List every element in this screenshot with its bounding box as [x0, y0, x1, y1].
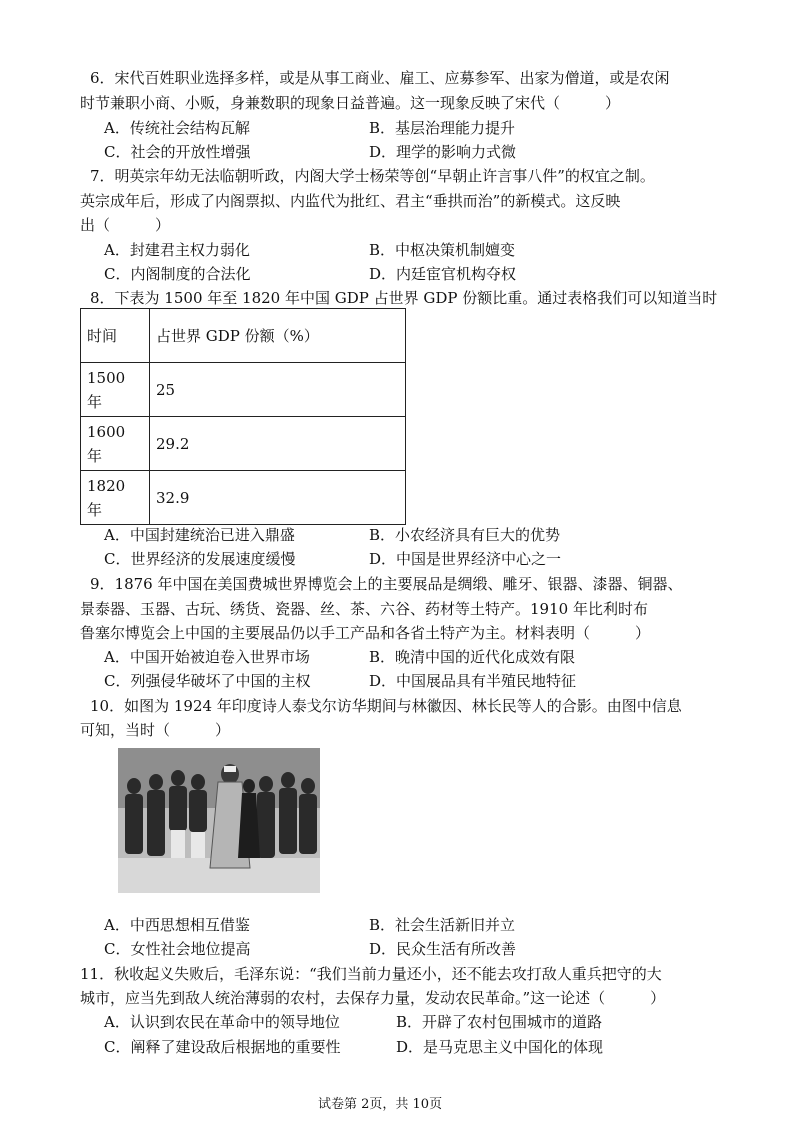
page-footer: 试卷第 2页，共 10页: [318, 1097, 443, 1112]
q6-stem-line2: 时节兼职小商、小贩，身兼数职的现象日益普遍。这一现象反映了宋代（ ）: [80, 94, 621, 112]
q9-stem-line2: 景泰器、玉器、古玩、绣货、瓷器、丝、茶、六谷、药材等土特产。1910 年比利时布: [80, 600, 648, 618]
q11-option-c: C．阐释了建设敌后根据地的重要性: [104, 1038, 341, 1056]
q7-option-b: B．中枢决策机制嬗变: [369, 241, 516, 259]
q9-option-b: B．晚清中国的近代化成效有限: [369, 648, 576, 666]
q9-option-a: A．中国开始被迫卷入世界市场: [104, 648, 310, 666]
gdp-table: [80, 308, 406, 525]
group-photo: [118, 748, 320, 893]
q8-option-d: D．中国是世界经济中心之一: [369, 550, 562, 568]
q10-option-a: A．中西思想相互借鉴: [104, 916, 250, 934]
q7-option-d: D．内廷宦官机构夺权: [369, 265, 517, 283]
q8-option-c: C．世界经济的发展速度缓慢: [104, 550, 296, 568]
group-photo-image: [118, 748, 320, 893]
q8-option-a: A．中国封建统治已进入鼎盛: [104, 526, 295, 544]
q9-option-d: D．中国展品具有半殖民地特征: [369, 672, 577, 690]
table-header-cell: 时间: [81, 309, 150, 363]
q6-option-c: C．社会的开放性增强: [104, 143, 251, 161]
q6-stem-line1: 6．宋代百姓职业选择多样，或是从事工商业、雇工、应募参军、出家为僧道，或是农闲: [90, 69, 670, 87]
table-row: [81, 417, 406, 471]
table-cell: 1500 年: [81, 363, 150, 417]
q7-stem-line3: 出（ ）: [80, 216, 171, 234]
table-cell: 32.9: [150, 471, 406, 525]
table-cell: 1600 年: [81, 417, 150, 471]
q11-option-a: A．认识到农民在革命中的领导地位: [104, 1013, 340, 1031]
table-row: [81, 363, 406, 417]
table-header-row: [81, 309, 406, 363]
q11-option-d: D．是马克思主义中国化的体现: [396, 1038, 604, 1056]
q6-option-a: A．传统社会结构瓦解: [104, 119, 250, 137]
q9-stem-line1: 9．1876 年中国在美国费城世界博览会上的主要展品是绸缎、雕牙、银器、漆器、铜器、: [90, 575, 683, 593]
q7-option-a: A．封建君主权力弱化: [104, 241, 250, 259]
q7-stem-line2: 英宗成年后，形成了内阁票拟、内监代为批红、君主“垂拱而治”的新模式。这反映: [80, 192, 621, 210]
q10-option-b: B．社会生活新旧并立: [369, 916, 516, 934]
q11-stem-line2: 城市，应当先到敌人统治薄弱的农村，去保存力量，发动农民革命。”这一论述（ ）: [80, 989, 666, 1007]
q10-stem-line2: 可知，当时（ ）: [80, 721, 231, 739]
q9-option-c: C．列强侵华破坏了中国的主权: [104, 672, 311, 690]
table-cell: 25: [150, 363, 406, 417]
q10-option-c: C．女性社会地位提高: [104, 940, 251, 958]
q7-option-c: C．内阁制度的合法化: [104, 265, 251, 283]
table-header-cell: 占世界 GDP 份额（%）: [150, 309, 406, 363]
q8-option-b: B．小农经济具有巨大的优势: [369, 526, 561, 544]
q6-option-b: B．基层治理能力提升: [369, 119, 516, 137]
q11-stem-line1: 11．秋收起义失败后，毛泽东说：“我们当前力量还小，还不能去攻打敌人重兵把守的大: [80, 965, 662, 983]
table-cell: 1820 年: [81, 471, 150, 525]
q6-option-d: D．理学的影响力式微: [369, 143, 517, 161]
q10-stem-line1: 10．如图为 1924 年印度诗人泰戈尔访华期间与林徽因、林长民等人的合影。由图中信息: [90, 697, 682, 715]
table-row: [81, 471, 406, 525]
q8-stem-line1: 8．下表为 1500 年至 1820 年中国 GDP 占世界 GDP 份额比重。通过表格我们可以知道当时: [90, 289, 718, 307]
q9-stem-line3: 鲁塞尔博览会上中国的主要展品仍以手工产品和各省土特产为主。材料表明（ ）: [80, 624, 651, 642]
q11-option-b: B．开辟了农村包围城市的道路: [396, 1013, 603, 1031]
table-cell: 29.2: [150, 417, 406, 471]
q10-option-d: D．民众生活有所改善: [369, 940, 517, 958]
q7-stem-line1: 7．明英宗年幼无法临朝听政，内阁大学士杨荣等创“早朝止许言事八件”的权宜之制。: [90, 167, 655, 185]
